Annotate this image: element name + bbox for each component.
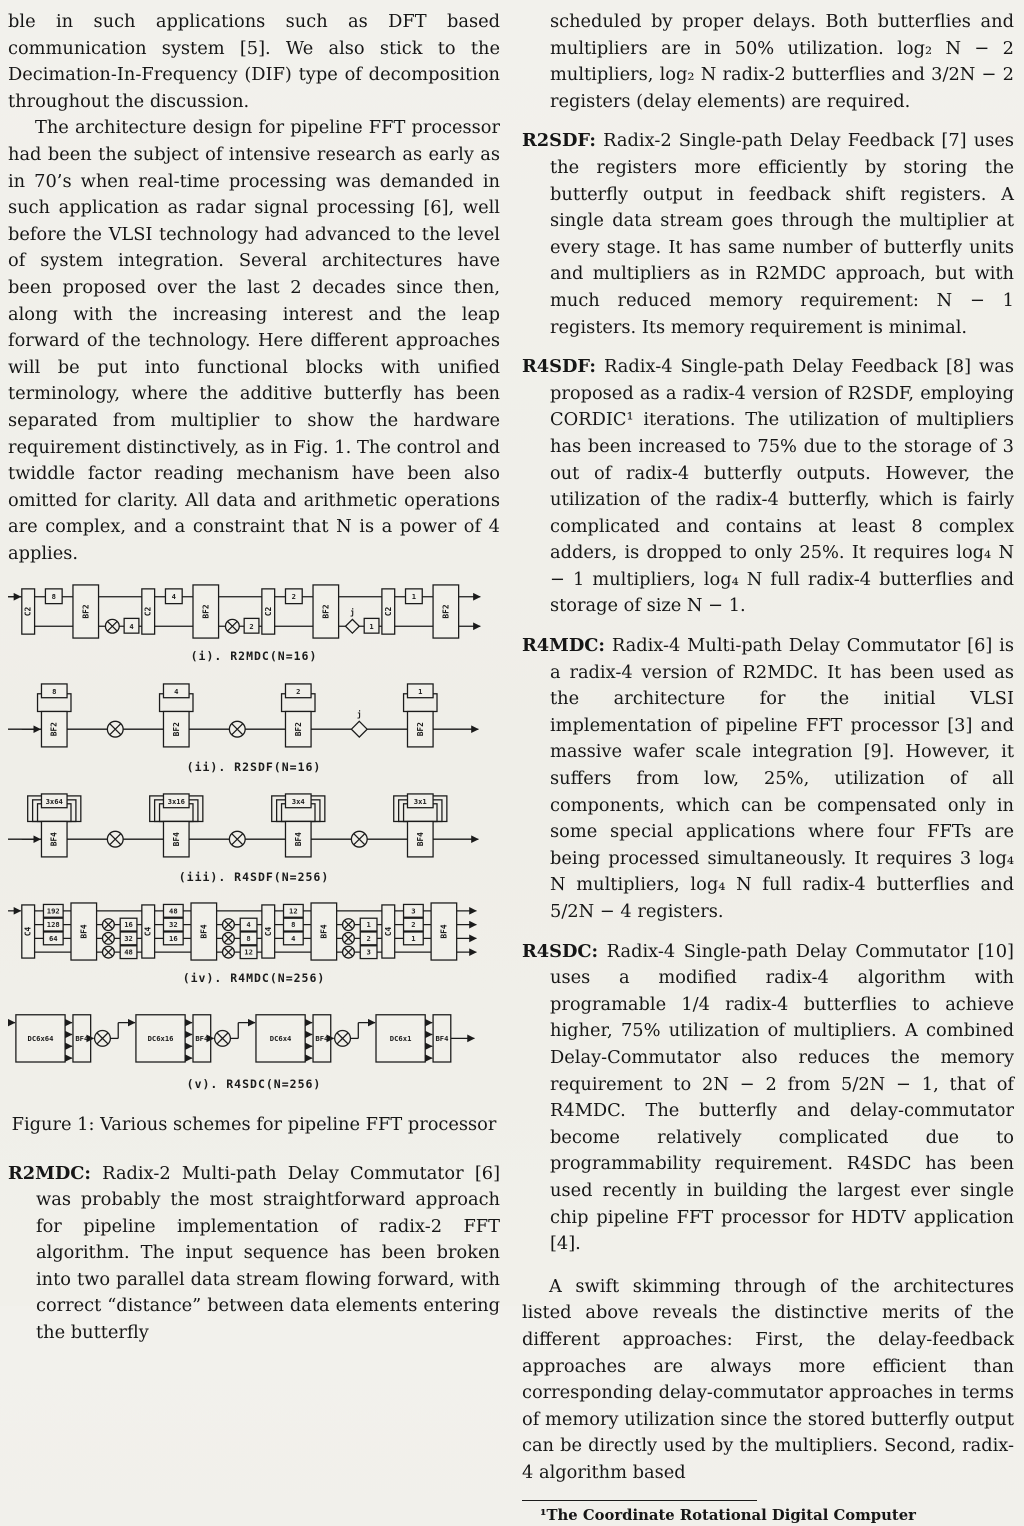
svg-text:C4: C4 (143, 926, 153, 937)
figure-panel-i (8, 581, 500, 670)
svg-text:1: 1 (418, 686, 423, 696)
multiplier-icon (95, 1031, 111, 1047)
svg-text:2: 2 (366, 933, 371, 943)
multiplier-icon (215, 1031, 231, 1047)
multiplier-icon (343, 946, 355, 958)
paragraph-summary: A swift skimming through of the architectures listed above reveals the distinctive merits of the different approaches: First, the delay-feedback approaches are always more efficient than corresponding delay-commutator approaches in terms of memory utilization since the stored butterfly output can be directly used by the multipliers. Second, radix-4 algorithm based (522, 1275, 1014, 1483)
item-term-r2mdc: R2MDC: (8, 1162, 91, 1184)
svg-text:BF4: BF4 (79, 924, 89, 939)
multiplier-icon (107, 721, 123, 737)
svg-text:8: 8 (51, 592, 56, 602)
svg-text:BF4: BF4 (75, 1034, 89, 1044)
figure-panel-v (8, 1001, 500, 1097)
svg-text:BF4: BF4 (171, 832, 181, 847)
figure-1 (8, 581, 500, 1138)
svg-text:192: 192 (46, 906, 60, 916)
diagram-r4sdc (8, 1001, 500, 1070)
item-body-r2mdc: Radix-2 Multi-path Delay Commutator [6] was probably the most straightforward approach for pipeline implementation of radix-2 FFT algorithm. The input sequence has been broken into two parallel data stream flowing forward, with correct “distance” between data elements entering the butterfly (36, 1162, 501, 1344)
svg-text:3x4: 3x4 (291, 797, 305, 807)
svg-text:BF4: BF4 (435, 1034, 449, 1044)
figure-panel-iii (8, 790, 500, 890)
item-body-r4mdc: Radix-4 Multi-path Delay Commutator [6] is a radix-4 version of R2MDC. It has been used as the architecture for the initial VLSI implementation of pipeline FFT processor [3] and massive wafer scale integration [9]. However, it suffers from low, 25%, utilization of all components, which can be compensated only in some special applications where four FFTs are being processed simultaneously. It requires 3 log₄ N multipliers, log₄ N full radix-4 butterflies and 5/2N − 4 registers. (550, 635, 1014, 922)
svg-text:2: 2 (249, 622, 254, 632)
svg-text:4: 4 (246, 919, 251, 929)
multiplier-icon (351, 832, 367, 848)
item-r4sdc (522, 939, 1014, 1258)
svg-text:48: 48 (124, 947, 133, 957)
diagram-r2sdf (8, 680, 500, 753)
svg-text:32: 32 (169, 919, 178, 929)
svg-text:2: 2 (296, 686, 301, 696)
item-r4mdc (522, 633, 1014, 926)
svg-text:BF2: BF2 (441, 604, 451, 620)
svg-text:12: 12 (244, 947, 253, 957)
svg-text:DC6x4: DC6x4 (269, 1034, 292, 1044)
svg-text:BF2: BF2 (415, 722, 425, 737)
multiplier-icon (102, 919, 114, 931)
svg-text:16: 16 (124, 919, 133, 929)
diagram-caption-r4sdc: (v). R4SDC(N=256) (186, 1077, 322, 1092)
figure-panel-ii (8, 680, 500, 780)
svg-text:3x64: 3x64 (45, 797, 63, 807)
svg-text:j: j (356, 710, 362, 720)
svg-text:3: 3 (411, 906, 416, 916)
diagram-caption-r4mdc: (iv). R4MDC(N=256) (182, 970, 326, 985)
svg-text:C2: C2 (23, 607, 33, 617)
svg-text:BF4: BF4 (49, 832, 59, 847)
svg-text:4: 4 (291, 933, 296, 943)
svg-text:BF4: BF4 (439, 924, 449, 939)
svg-text:BF2: BF2 (49, 722, 59, 737)
svg-text:BF4: BF4 (315, 1034, 329, 1044)
svg-text:1: 1 (369, 622, 374, 632)
svg-text:3: 3 (366, 947, 371, 957)
multiplier-icon (223, 932, 235, 944)
diagram-r4sdf (8, 790, 500, 863)
svg-text:64: 64 (48, 933, 58, 943)
svg-text:BF2: BF2 (201, 604, 211, 620)
paragraph-intro-continuation: ble in such applications such as DFT based communication system [5]. We also stick to the Decimation-In-Frequency (DIF) type of decomposition throughout the discussion. (8, 11, 500, 112)
svg-text:BF4: BF4 (415, 832, 425, 847)
svg-text:C4: C4 (383, 926, 393, 937)
svg-text:8: 8 (52, 686, 57, 696)
svg-text:C2: C2 (263, 607, 273, 617)
svg-text:128: 128 (46, 919, 60, 929)
svg-text:BF2: BF2 (293, 722, 303, 737)
footnote (522, 1500, 1014, 1526)
svg-text:BF4: BF4 (199, 924, 209, 939)
svg-text:BF4: BF4 (319, 924, 329, 939)
svg-text:BF4: BF4 (195, 1034, 209, 1044)
svg-text:1: 1 (411, 592, 417, 602)
svg-text:2: 2 (411, 919, 416, 929)
multiplier-icon (223, 919, 235, 931)
svg-text:DC6x64: DC6x64 (27, 1034, 54, 1044)
svg-text:4: 4 (171, 592, 176, 602)
svg-text:BF2: BF2 (171, 722, 181, 737)
svg-text:4: 4 (174, 686, 179, 696)
multiplier-icon (343, 932, 355, 944)
right-column (522, 0, 1014, 1526)
svg-text:32: 32 (124, 933, 133, 943)
svg-text:8: 8 (246, 933, 251, 943)
multiplier-icon (105, 620, 119, 634)
svg-text:3x1: 3x1 (413, 797, 427, 807)
svg-text:C2: C2 (383, 607, 393, 617)
svg-text:48: 48 (169, 906, 178, 916)
item-term-r4mdc: R4MDC: (522, 635, 605, 657)
svg-text:DC6x16: DC6x16 (147, 1034, 174, 1044)
diagram-caption-r2sdf: (ii). R2SDF(N=16) (186, 759, 322, 774)
multiplier-icon (225, 620, 239, 634)
svg-text:12: 12 (289, 906, 298, 916)
item-r2sdf (522, 128, 1014, 341)
diagram-r4mdc (8, 901, 500, 964)
svg-text:1: 1 (411, 933, 416, 943)
multiplier-icon (102, 932, 114, 944)
svg-text:DC6x1: DC6x1 (389, 1034, 412, 1044)
figure-caption: Figure 1: Various schemes for pipeline FFT processor (11, 1113, 497, 1135)
diagram-caption-r4sdf: (iii). R4SDF(N=256) (178, 870, 330, 885)
item-r4sdf (522, 354, 1014, 620)
svg-text:2: 2 (291, 592, 297, 602)
rotator-icon (346, 607, 360, 633)
svg-text:16: 16 (169, 933, 178, 943)
svg-text:1: 1 (366, 919, 371, 929)
multiplier-icon (335, 1031, 351, 1047)
svg-text:4: 4 (129, 622, 134, 632)
svg-text:j: j (350, 608, 355, 618)
svg-text:3x16: 3x16 (167, 797, 185, 807)
svg-text:8: 8 (291, 919, 296, 929)
svg-text:BF2: BF2 (321, 604, 331, 620)
svg-text:BF2: BF2 (81, 604, 91, 620)
item-body-r4sdf: Radix-4 Single-path Delay Feedback [8] was proposed as a radix-4 version of R2SDF, employing CORDIC¹ iterations. The utilization of multipliers has been increased to 75% due to the storage of 3 out of radix-4 butterfly outputs. However, the utilization of the radix-4 butterfly, which is fairly complicated and contains at least 8 complex adders, is dropped to only 25%. It requires log₄ N − 1 multipliers, log₄ N full radix-4 butterflies and storage of size N − 1. (550, 356, 1014, 617)
diagram-r2mdc (8, 581, 500, 642)
item-term-r4sdf: R4SDF: (522, 356, 596, 378)
multiplier-icon (229, 832, 245, 848)
svg-text:C4: C4 (263, 926, 273, 937)
item-body-r2sdf: Radix-2 Single-path Delay Feedback [7] uses the registers more efficiently by storing the butterfly output in feedback shift registers. A single data stream goes through the multiplier at every stage. It has same number of butterfly units and multipliers as in R2MDC approach, but with much reduced memory requirement: N − 1 registers. Its memory requirement is minimal. (550, 130, 1014, 338)
paragraph-r2mdc-continuation: scheduled by proper delays. Both butterflies and multipliers are in 50% utilization. log₂ N − 2 multipliers, log₂ N radix-2 butterflies and 3/2N − 2 registers (delay elements) are required. (550, 11, 1014, 112)
svg-text:C4: C4 (23, 926, 33, 937)
multiplier-icon (223, 946, 235, 958)
item-term-r2sdf: R2SDF: (522, 130, 596, 152)
figure-panel-iv (8, 901, 500, 992)
svg-text:C2: C2 (143, 607, 153, 617)
paragraph-architecture-overview: The architecture design for pipeline FFT processor had been the subject of intensive research as early as in 70’s when real-time processing was demanded in such application as radar signal processing [6], well before the VLSI technology had advanced to the level of system integration. Several architectures have been proposed over the last 2 decades since then, along with the increasing interest and the leap forward of the technology. Here different approaches will be put into functional blocks with unified terminology, where the additive butterfly has been separated from multiplier to show the hardware requirement distinctively, as in Fig. 1. The control and twiddle factor reading mechanism have been also omitted for clarity. All data and arithmetic operations are complex, and a constraint that N is a power of 4 applies. (8, 117, 500, 564)
multiplier-icon (229, 721, 245, 737)
footnote-divider (522, 1500, 757, 1501)
multiplier-icon (102, 946, 114, 958)
multiplier-icon (107, 832, 123, 848)
item-body-r4sdc: Radix-4 Single-path Delay Commutator [10] uses a modified radix-4 algorithm with programable 1/4 radix-4 butterflies to achieve higher, 75% utilization of multipliers. A combined Delay-Commutator also reduces the memory requirement to 2N − 2 from 5/2N − 1, that of R4MDC. The butterfly and delay-commutator become relatively complicated due to programmability requirement. R4SDC has been used recently in building the largest ever single chip pipeline FFT processor for HDTV application [4]. (550, 940, 1014, 1255)
item-r2mdc (8, 1161, 500, 1347)
svg-text:BF4: BF4 (293, 832, 303, 847)
rotator-icon (351, 709, 367, 737)
footnote-text: ¹The Coordinate Rotational Digital Computer (540, 1507, 916, 1525)
multiplier-icon (343, 919, 355, 931)
diagram-caption-r2mdc: (i). R2MDC(N=16) (190, 649, 318, 664)
item-term-r4sdc: R4SDC: (522, 940, 599, 962)
left-column (8, 0, 500, 1347)
